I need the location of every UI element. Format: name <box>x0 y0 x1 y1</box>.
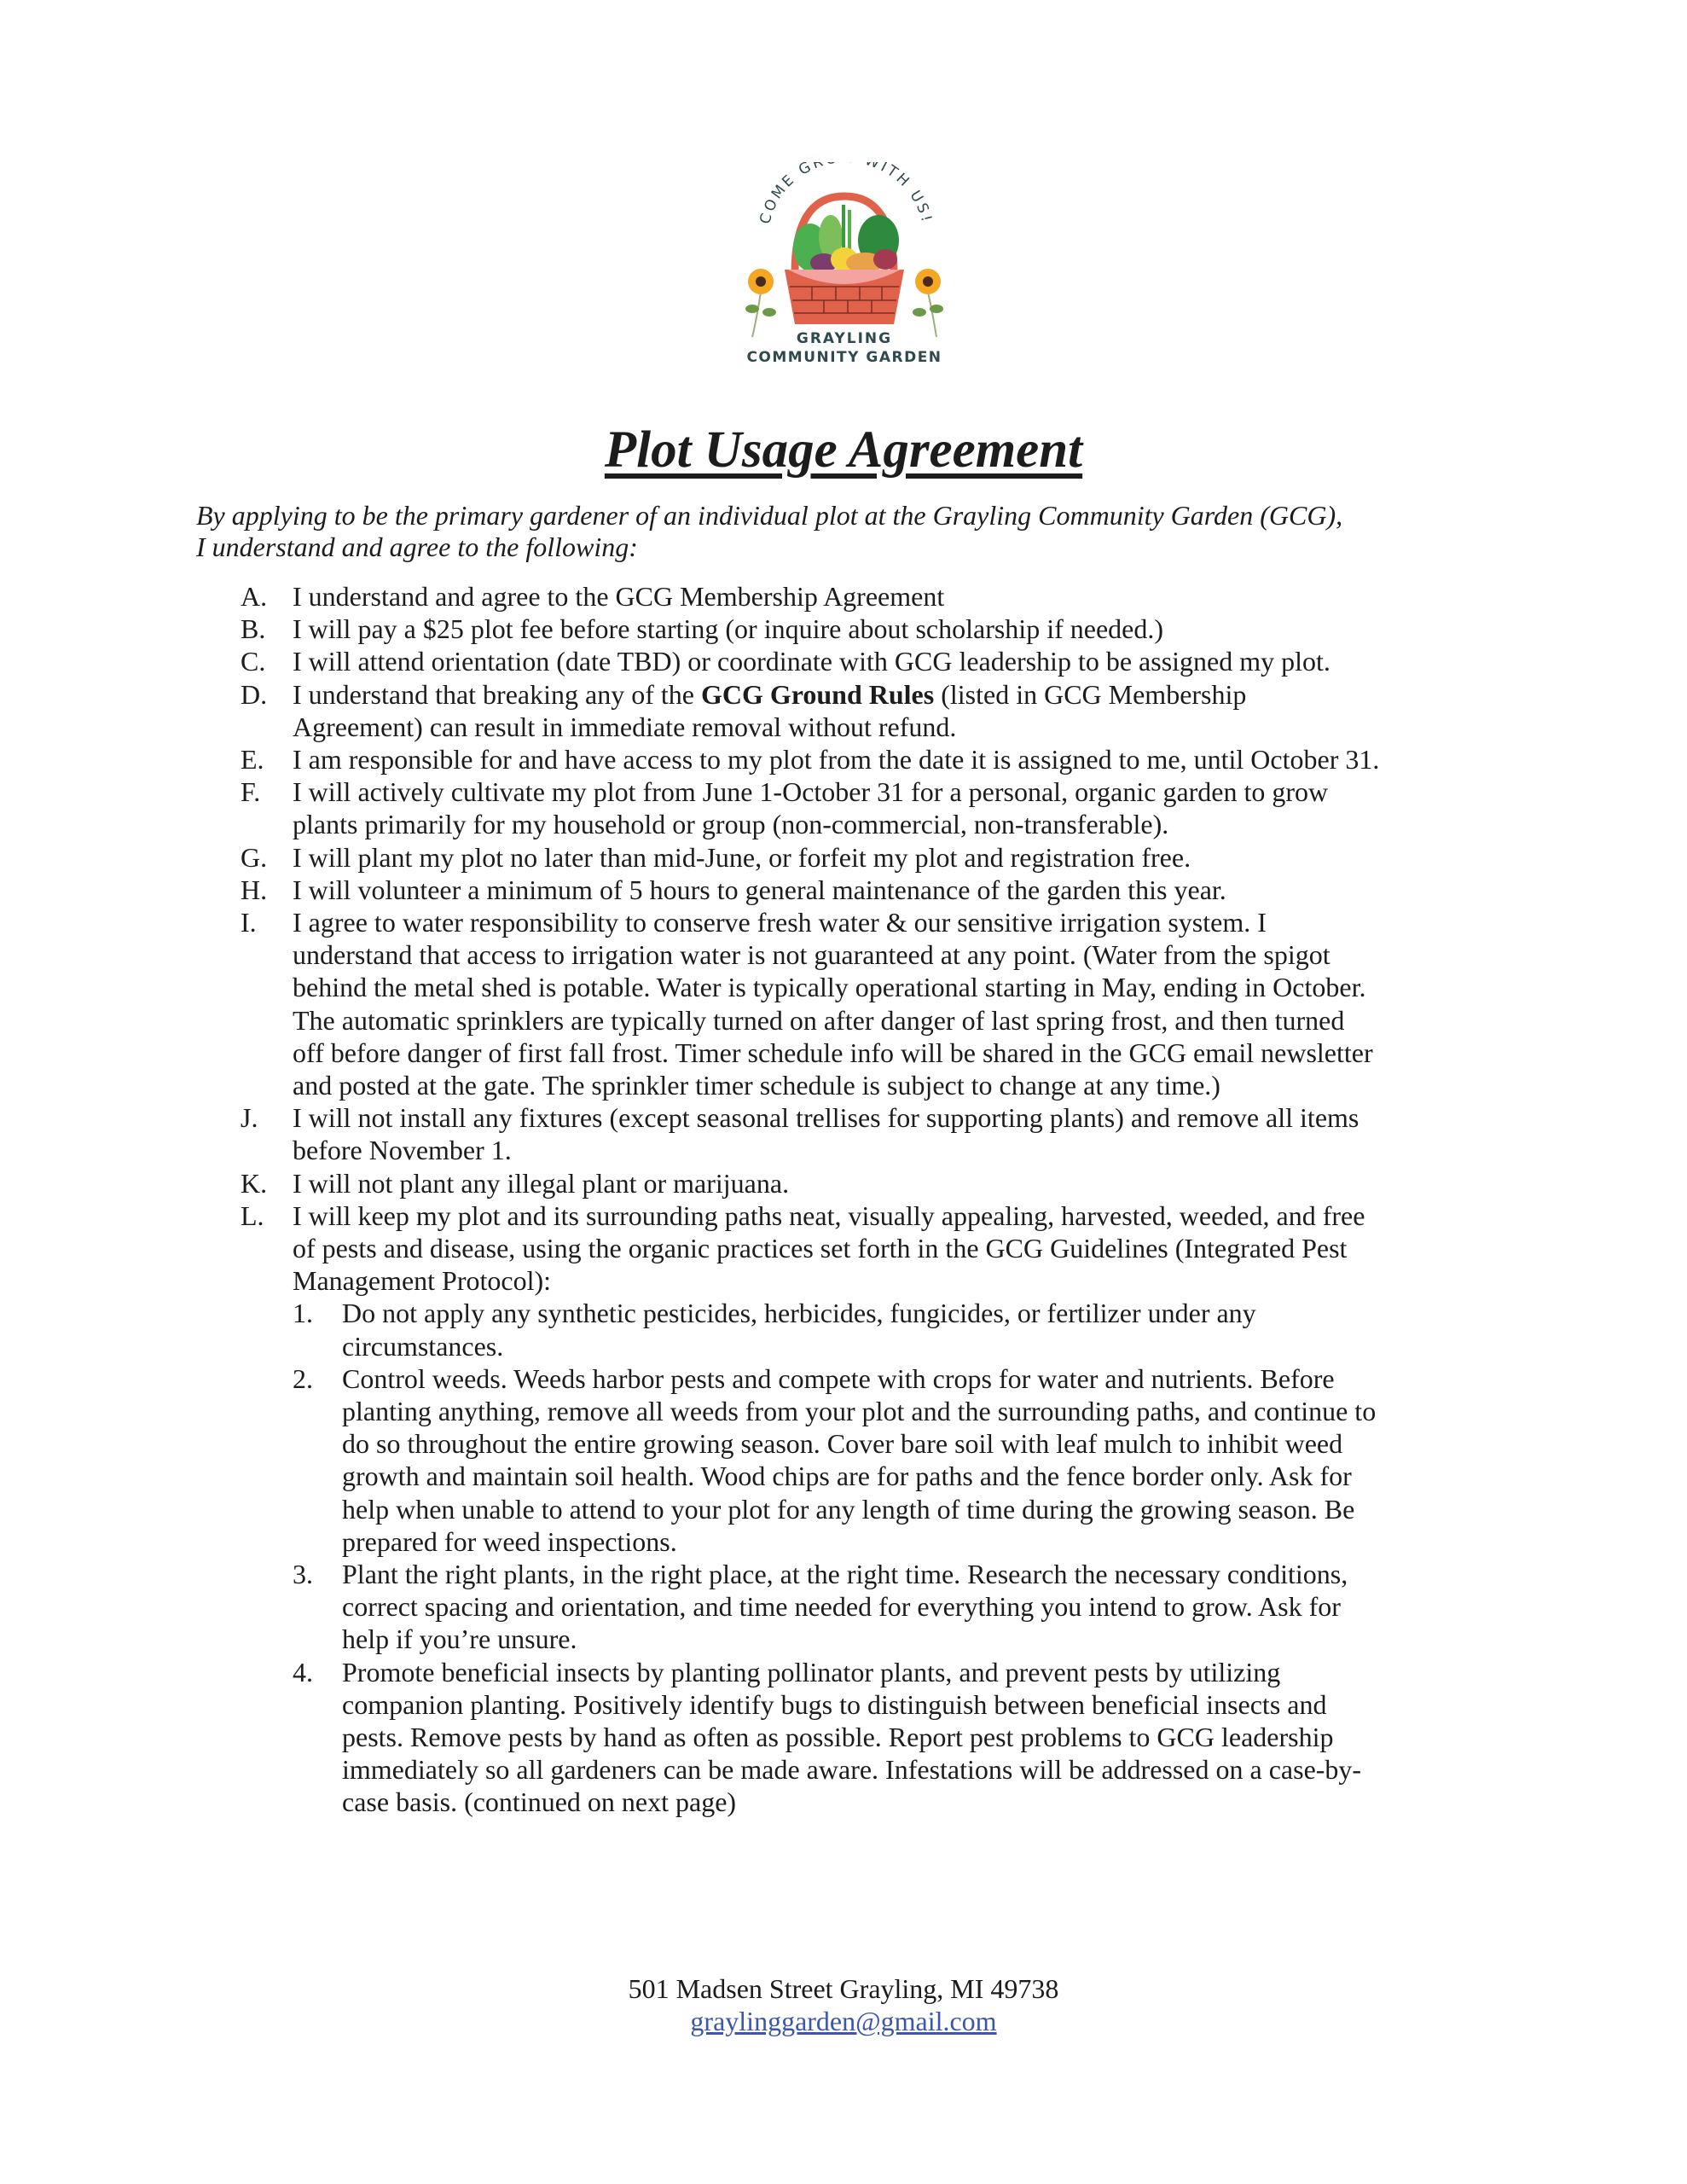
sub-item-line: growth and maintain soil health. Wood chips are for paths and the fence border only. Ask for <box>342 1461 1352 1492</box>
sub-item-line: immediately so all gardeners can be made aware. Infestations will be addressed on a case-by- <box>342 1754 1362 1786</box>
sub-item-line: do so throughout the entire growing season. Cover bare soil with leaf mulch to inhibit weed <box>342 1428 1343 1460</box>
intro-paragraph <box>196 500 1342 563</box>
logo-arc-text: COME GR WITH US! <box>757 162 936 226</box>
list-item-line: I understand and agree to the GCG Membership Agreement <box>293 581 945 612</box>
list-item-line: of pests and disease, using the organic practices set forth in the GCG Guidelines (Integrated Pest <box>293 1233 1348 1263</box>
sub-item-line: Promote beneficial insects by planting pollinator plants, and prevent pests by utilizing <box>342 1656 1281 1687</box>
intro-line: I understand and agree to the following: <box>196 531 638 562</box>
list-item-marker: I. <box>241 907 257 938</box>
sub-item-line: pests. Remove pests by hand as often as possible. Report pest problems to GCG leadership <box>342 1722 1334 1752</box>
list-item-marker: F. <box>241 776 261 808</box>
logo-name-line1: GRAYLING <box>796 330 893 347</box>
sub-item-marker: 4. <box>293 1656 313 1687</box>
list-item-marker: L. <box>241 1199 264 1231</box>
list-item-line: I will attend orientation (date TBD) or coordinate with GCG leadership to be assigned my plot. <box>293 646 1330 677</box>
sub-item-line: case basis. (continued on next page) <box>342 1786 737 1818</box>
sub-item-line: correct spacing and orientation, and time needed for everything you intend to grow. Ask for <box>342 1591 1341 1623</box>
list-item-marker: J. <box>241 1102 258 1134</box>
page-title <box>0 416 1687 485</box>
sub-item-marker: 3. <box>293 1559 313 1589</box>
list-item-line <box>293 678 1246 711</box>
page-title-text: Plot Usage Agreement <box>604 421 1083 479</box>
list-item-marker: A. <box>241 581 268 612</box>
footer-address: 501 Madsen Street Grayling, MI 49738 <box>628 1973 1059 2004</box>
list-item-line: before November 1. <box>293 1135 512 1166</box>
list-item-line: The automatic sprinklers are typically turned on after danger of last spring frost, and then turned <box>293 1004 1345 1036</box>
list-item-marker: K. <box>241 1167 268 1199</box>
list-item-line: I will not install any fixtures (except seasonal trellises for supporting plants) and remove all items <box>293 1102 1359 1134</box>
list-item-line: I will volunteer a minimum of 5 hours to general maintenance of the garden this year. <box>293 874 1226 905</box>
list-item-line: plants primarily for my household or group (non-commercial, non-transferable). <box>293 809 1169 840</box>
list-item-text: (listed in GCG Membership <box>934 678 1247 710</box>
list-item-line: I will actively cultivate my plot from June 1-October 31 for a personal, organic garden to grow <box>293 776 1329 808</box>
list-item-line: I will pay a $25 plot fee before starting (or inquire about scholarship if needed.) <box>293 613 1163 645</box>
sub-item-line: Do not apply any synthetic pesticides, herbicides, fungicides, or fertilizer under any <box>342 1298 1256 1329</box>
sub-item-line: planting anything, remove all weeds from your plot and the surrounding paths, and continue to <box>342 1396 1377 1426</box>
logo-graphic <box>735 162 954 367</box>
sub-item-line: Control weeds. Weeds harbor pests and compete with crops for water and nutrients. Before <box>342 1362 1335 1394</box>
list-item-line: off before danger of first fall frost. Timer schedule info will be shared in the GCG email newsletter <box>293 1037 1373 1068</box>
sub-item-marker: 1. <box>293 1298 313 1329</box>
list-item-line: I will plant my plot no later than mid-June, or forfeit my plot and registration free. <box>293 841 1191 873</box>
sub-item-line: companion planting. Positively identify bugs to distinguish between beneficial insects and <box>342 1688 1327 1720</box>
list-item-marker: C. <box>241 646 266 677</box>
sub-item-line: circumstances. <box>342 1330 504 1362</box>
footer-email-link[interactable]: graylinggarden@gmail.com <box>690 2006 997 2036</box>
logo-name-line2: COMMUNITY GARDEN <box>746 349 942 366</box>
list-item-line: I will keep my plot and its surrounding paths neat, visually appealing, harvested, weeded, and free <box>293 1199 1365 1231</box>
list-item-line: Agreement) can result in immediate removal without refund. <box>293 711 957 742</box>
ground-rules-bold: GCG Ground Rules <box>700 678 935 710</box>
list-item-line: I agree to water responsibility to conserve fresh water & our sensitive irrigation system. I <box>293 907 1267 938</box>
list-item-line: Management Protocol): <box>293 1265 552 1297</box>
grayling-community-garden-logo <box>735 162 954 367</box>
sub-item-line: Plant the right plants, in the right place, at the right time. Research the necessary conditions, <box>342 1559 1348 1589</box>
sub-item-line: prepared for weed inspections. <box>342 1525 677 1557</box>
list-item-marker: B. <box>241 613 266 645</box>
footer-email-container <box>0 2005 1687 2037</box>
list-item-line: behind the metal shed is potable. Water is typically operational starting in May, ending in October. <box>293 972 1366 1003</box>
list-item-marker: D. <box>241 678 268 710</box>
sunflower-right-icon <box>913 269 943 337</box>
list-item-marker: H. <box>241 874 268 905</box>
list-item-line: and posted at the gate. The sprinkler timer schedule is subject to change at any time.) <box>293 1070 1220 1101</box>
sub-item-line: help if you’re unsure. <box>342 1623 577 1655</box>
intro-line: By applying to be the primary gardener of an individual plot at the Grayling Community Garden (GCG), <box>196 500 1343 531</box>
list-item-text: I understand that breaking any of the <box>293 678 701 710</box>
sub-item-marker: 2. <box>293 1362 313 1394</box>
sunflower-left-icon <box>745 269 776 337</box>
list-item-line: I am responsible for and have access to my plot from the date it is assigned to me, until October 31. <box>293 744 1380 775</box>
list-item-marker: G. <box>241 841 268 873</box>
list-item-marker: E. <box>241 744 264 775</box>
list-item-line: understand that access to irrigation water is not guaranteed at any point. (Water from the spigot <box>293 939 1330 971</box>
sub-item-line: help when unable to attend to your plot for any length of time during the growing season. Be <box>342 1493 1355 1525</box>
list-item-line: I will not plant any illegal plant or marijuana. <box>293 1167 790 1199</box>
